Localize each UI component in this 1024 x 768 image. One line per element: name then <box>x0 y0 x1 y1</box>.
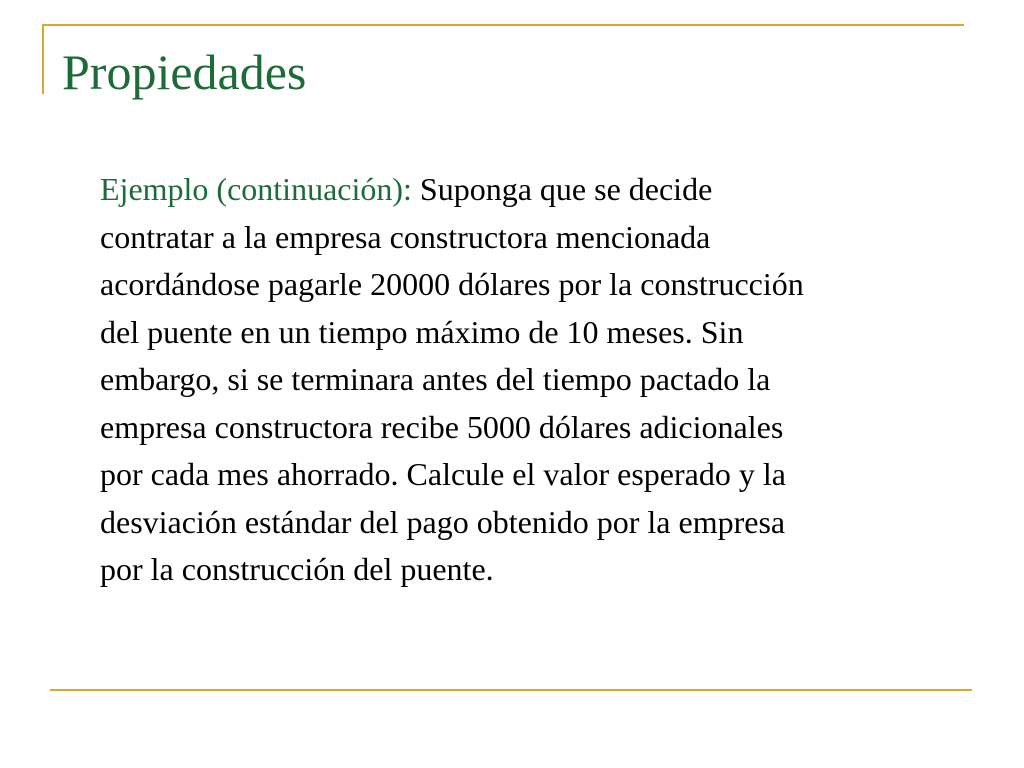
body-line-2: contratar a la empresa constructora mencionada <box>100 218 711 255</box>
body-line-7: por cada mes ahorrado. Calcule el valor esperado y la <box>100 456 786 492</box>
top-frame-rule <box>42 24 964 26</box>
body-line-1: Suponga que se decide <box>419 171 713 207</box>
body-line-8: desviación estándar del pago obtenido por la empresa <box>100 503 786 540</box>
example-paragraph <box>100 166 960 594</box>
body-line-9: por la construcción del puente. <box>100 551 494 587</box>
left-frame-rule <box>42 24 44 94</box>
body-line-3: acordándose pagarle 20000 dólares por la construcción <box>100 266 804 302</box>
body-line-5: embargo, si se terminara antes del tiempo pactado la <box>100 361 771 397</box>
body-line-4: del puente en un tiempo máximo de 10 meses. Sin <box>100 313 744 350</box>
slide-title: Propiedades <box>62 44 307 100</box>
example-lead-label: Ejemplo (continuación): <box>100 171 412 207</box>
bottom-frame-rule <box>50 689 972 691</box>
body-line-6: empresa constructora recibe 5000 dólares adicionales <box>100 408 784 445</box>
